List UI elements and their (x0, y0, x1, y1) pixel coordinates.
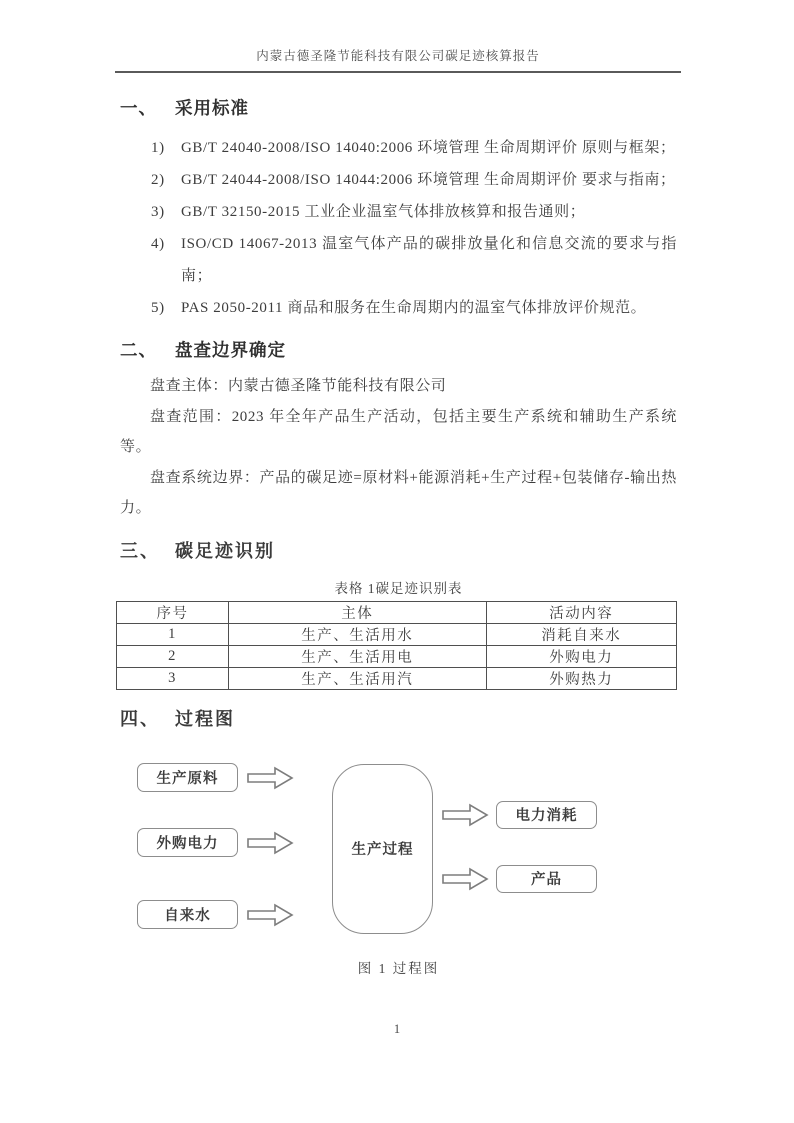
list-item (120, 196, 677, 228)
section-number: 四、 (120, 708, 160, 729)
col-header-subject: 主体 (229, 601, 487, 623)
diagram-process-node: 生产过程 (332, 764, 433, 934)
paragraph: 盘查范围：2023 年全年产品生产活动，包括主要生产系统和辅助生产系统等。 (120, 408, 677, 455)
page-number: 1 (393, 1022, 401, 1036)
col-header-index: 序号 (117, 601, 229, 623)
diagram-input-raw-materials: 生产原料 (137, 763, 238, 792)
paragraph: 盘查主体：内蒙古德圣隆节能科技有限公司 (150, 378, 447, 394)
table-row (117, 623, 677, 645)
section-heading-standards (120, 95, 677, 120)
cell-index: 2 (117, 645, 229, 667)
list-item-text: GB/T 32150-2015 工业企业温室气体排放核算和报告通则； (181, 204, 586, 220)
list-item-number: 3) (151, 204, 165, 220)
list-item-text: GB/T 24044-2008/ISO 14044:2006 环境管理 生命周期评价 要求与指南； (181, 172, 676, 188)
paragraph: 盘查系统边界：产品的碳足迹=原材料+能源消耗+生产过程+包装储存-输出热力。 (120, 469, 677, 516)
right-arrow-icon (442, 867, 489, 891)
section-title: 碳足迹识别 (175, 540, 275, 561)
diagram-input-purchased-electricity: 外购电力 (137, 828, 238, 857)
section-heading-process-diagram (120, 705, 677, 731)
cell-subject: 生产、生活用汽 (229, 667, 487, 689)
document-body (120, 95, 677, 977)
list-item (120, 228, 677, 292)
cell-activity: 消耗自来水 (486, 623, 676, 645)
table-header-row (117, 601, 677, 623)
table-row (117, 667, 677, 689)
list-item-number: 1) (151, 140, 165, 156)
section-title: 采用标准 (175, 98, 249, 118)
right-arrow-icon (247, 903, 294, 927)
list-item-number: 5) (151, 300, 165, 316)
right-arrow-icon (247, 766, 294, 790)
right-arrow-icon (442, 803, 489, 827)
cell-subject: 生产、生活用水 (229, 623, 487, 645)
list-item (120, 292, 677, 324)
list-item-text: PAS 2050-2011 商品和服务在生命周期内的温室气体排放评价规范。 (181, 300, 647, 316)
table-row (117, 645, 677, 667)
list-item-text: ISO/CD 14067-2013 温室气体产品的碳排放量化和信息交流的要求与指南； (181, 236, 677, 284)
section-heading-boundary (120, 337, 677, 362)
process-flow-diagram (120, 751, 677, 943)
cell-index: 1 (117, 623, 229, 645)
table-caption: 表格 1碳足迹识别表 (334, 580, 463, 596)
boundary-paragraphs (120, 371, 677, 524)
list-item (120, 164, 677, 196)
list-item-number: 2) (151, 172, 165, 188)
col-header-activity: 活动内容 (486, 601, 676, 623)
footprint-table (116, 601, 677, 690)
diagram-output-electricity-consumption: 电力消耗 (496, 801, 597, 829)
section-heading-footprint-id (120, 537, 677, 563)
standards-list (120, 132, 677, 324)
running-header (115, 46, 681, 73)
cell-subject: 生产、生活用电 (229, 645, 487, 667)
figure-caption: 图 1 过程图 (357, 960, 440, 976)
section-title: 盘查边界确定 (175, 340, 286, 360)
header-title: 内蒙古德圣隆节能科技有限公司碳足迹核算报告 (256, 49, 540, 63)
cell-activity: 外购热力 (486, 667, 676, 689)
cell-index: 3 (117, 667, 229, 689)
right-arrow-icon (247, 831, 294, 855)
diagram-input-tap-water: 自来水 (137, 900, 238, 929)
diagram-output-product: 产品 (496, 865, 597, 893)
list-item-text: GB/T 24040-2008/ISO 14040:2006 环境管理 生命周期评价 原则与框架； (181, 140, 676, 156)
section-title: 过程图 (175, 708, 235, 729)
section-number: 一、 (120, 98, 157, 118)
section-number: 三、 (120, 540, 160, 561)
section-number: 二、 (120, 340, 157, 360)
cell-activity: 外购电力 (486, 645, 676, 667)
list-item (120, 132, 677, 164)
list-item-number: 4) (151, 236, 165, 252)
